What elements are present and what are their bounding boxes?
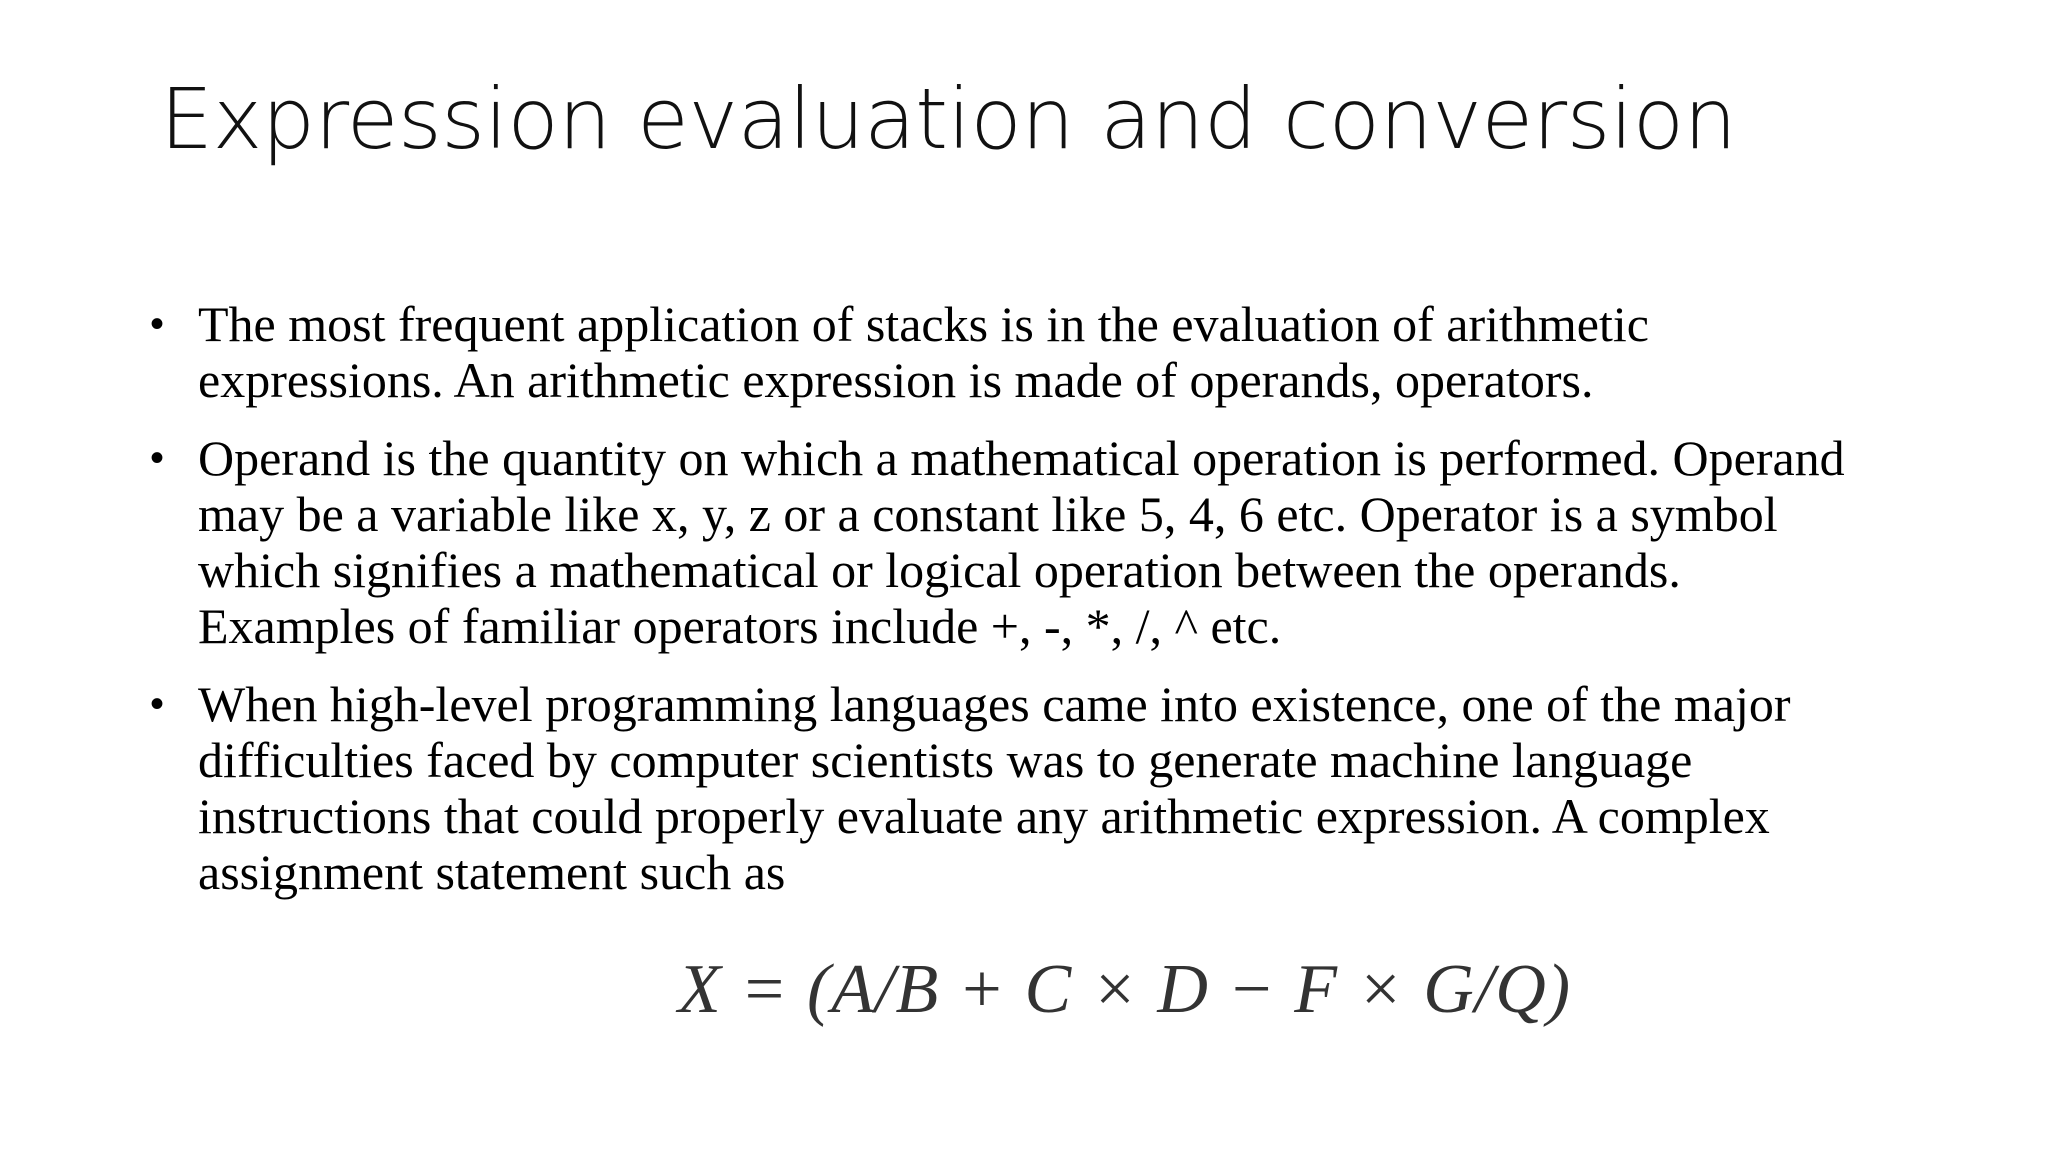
bullet-line: instructions that could properly evaluate any arithmetic expression. A complex bbox=[198, 788, 1770, 844]
bullet-line: Operand is the quantity on which a mathematical operation is performed. Operand bbox=[198, 430, 1845, 486]
bullet-text bbox=[198, 296, 1950, 408]
bullet-icon: • bbox=[150, 682, 165, 726]
bullet-icon: • bbox=[150, 436, 165, 480]
bullet-line: Examples of familiar operators include +, -, *, /, ^ etc. bbox=[198, 598, 1282, 654]
bullet-line: When high-level programming languages came into existence, one of the major bbox=[198, 676, 1791, 732]
bullet-item bbox=[150, 430, 1950, 654]
formula-image: X = (A/B + C × D − F × G/Q) bbox=[678, 951, 1572, 1028]
bullet-line: difficulties faced by computer scientists was to generate machine language bbox=[198, 732, 1693, 788]
bullet-line: expressions. An arithmetic expression is made of operands, operators. bbox=[198, 352, 1594, 408]
bullet-item bbox=[150, 676, 1950, 900]
bullet-line: may be a variable like x, y, z or a constant like 5, 4, 6 etc. Operator is a symbol bbox=[198, 486, 1778, 542]
bullet-line: The most frequent application of stacks is in the evaluation of arithmetic bbox=[198, 296, 1649, 352]
bullet-text bbox=[198, 430, 1950, 654]
slide-title: Expression evaluation and conversion bbox=[160, 70, 1737, 168]
bullet-text bbox=[198, 676, 1950, 900]
bullet-line: assignment statement such as bbox=[198, 844, 786, 900]
bullet-line: which signifies a mathematical or logical operation between the operands. bbox=[198, 542, 1681, 598]
bullet-icon: • bbox=[150, 302, 165, 346]
bullet-item bbox=[150, 296, 1950, 408]
bullet-list bbox=[150, 296, 1950, 922]
